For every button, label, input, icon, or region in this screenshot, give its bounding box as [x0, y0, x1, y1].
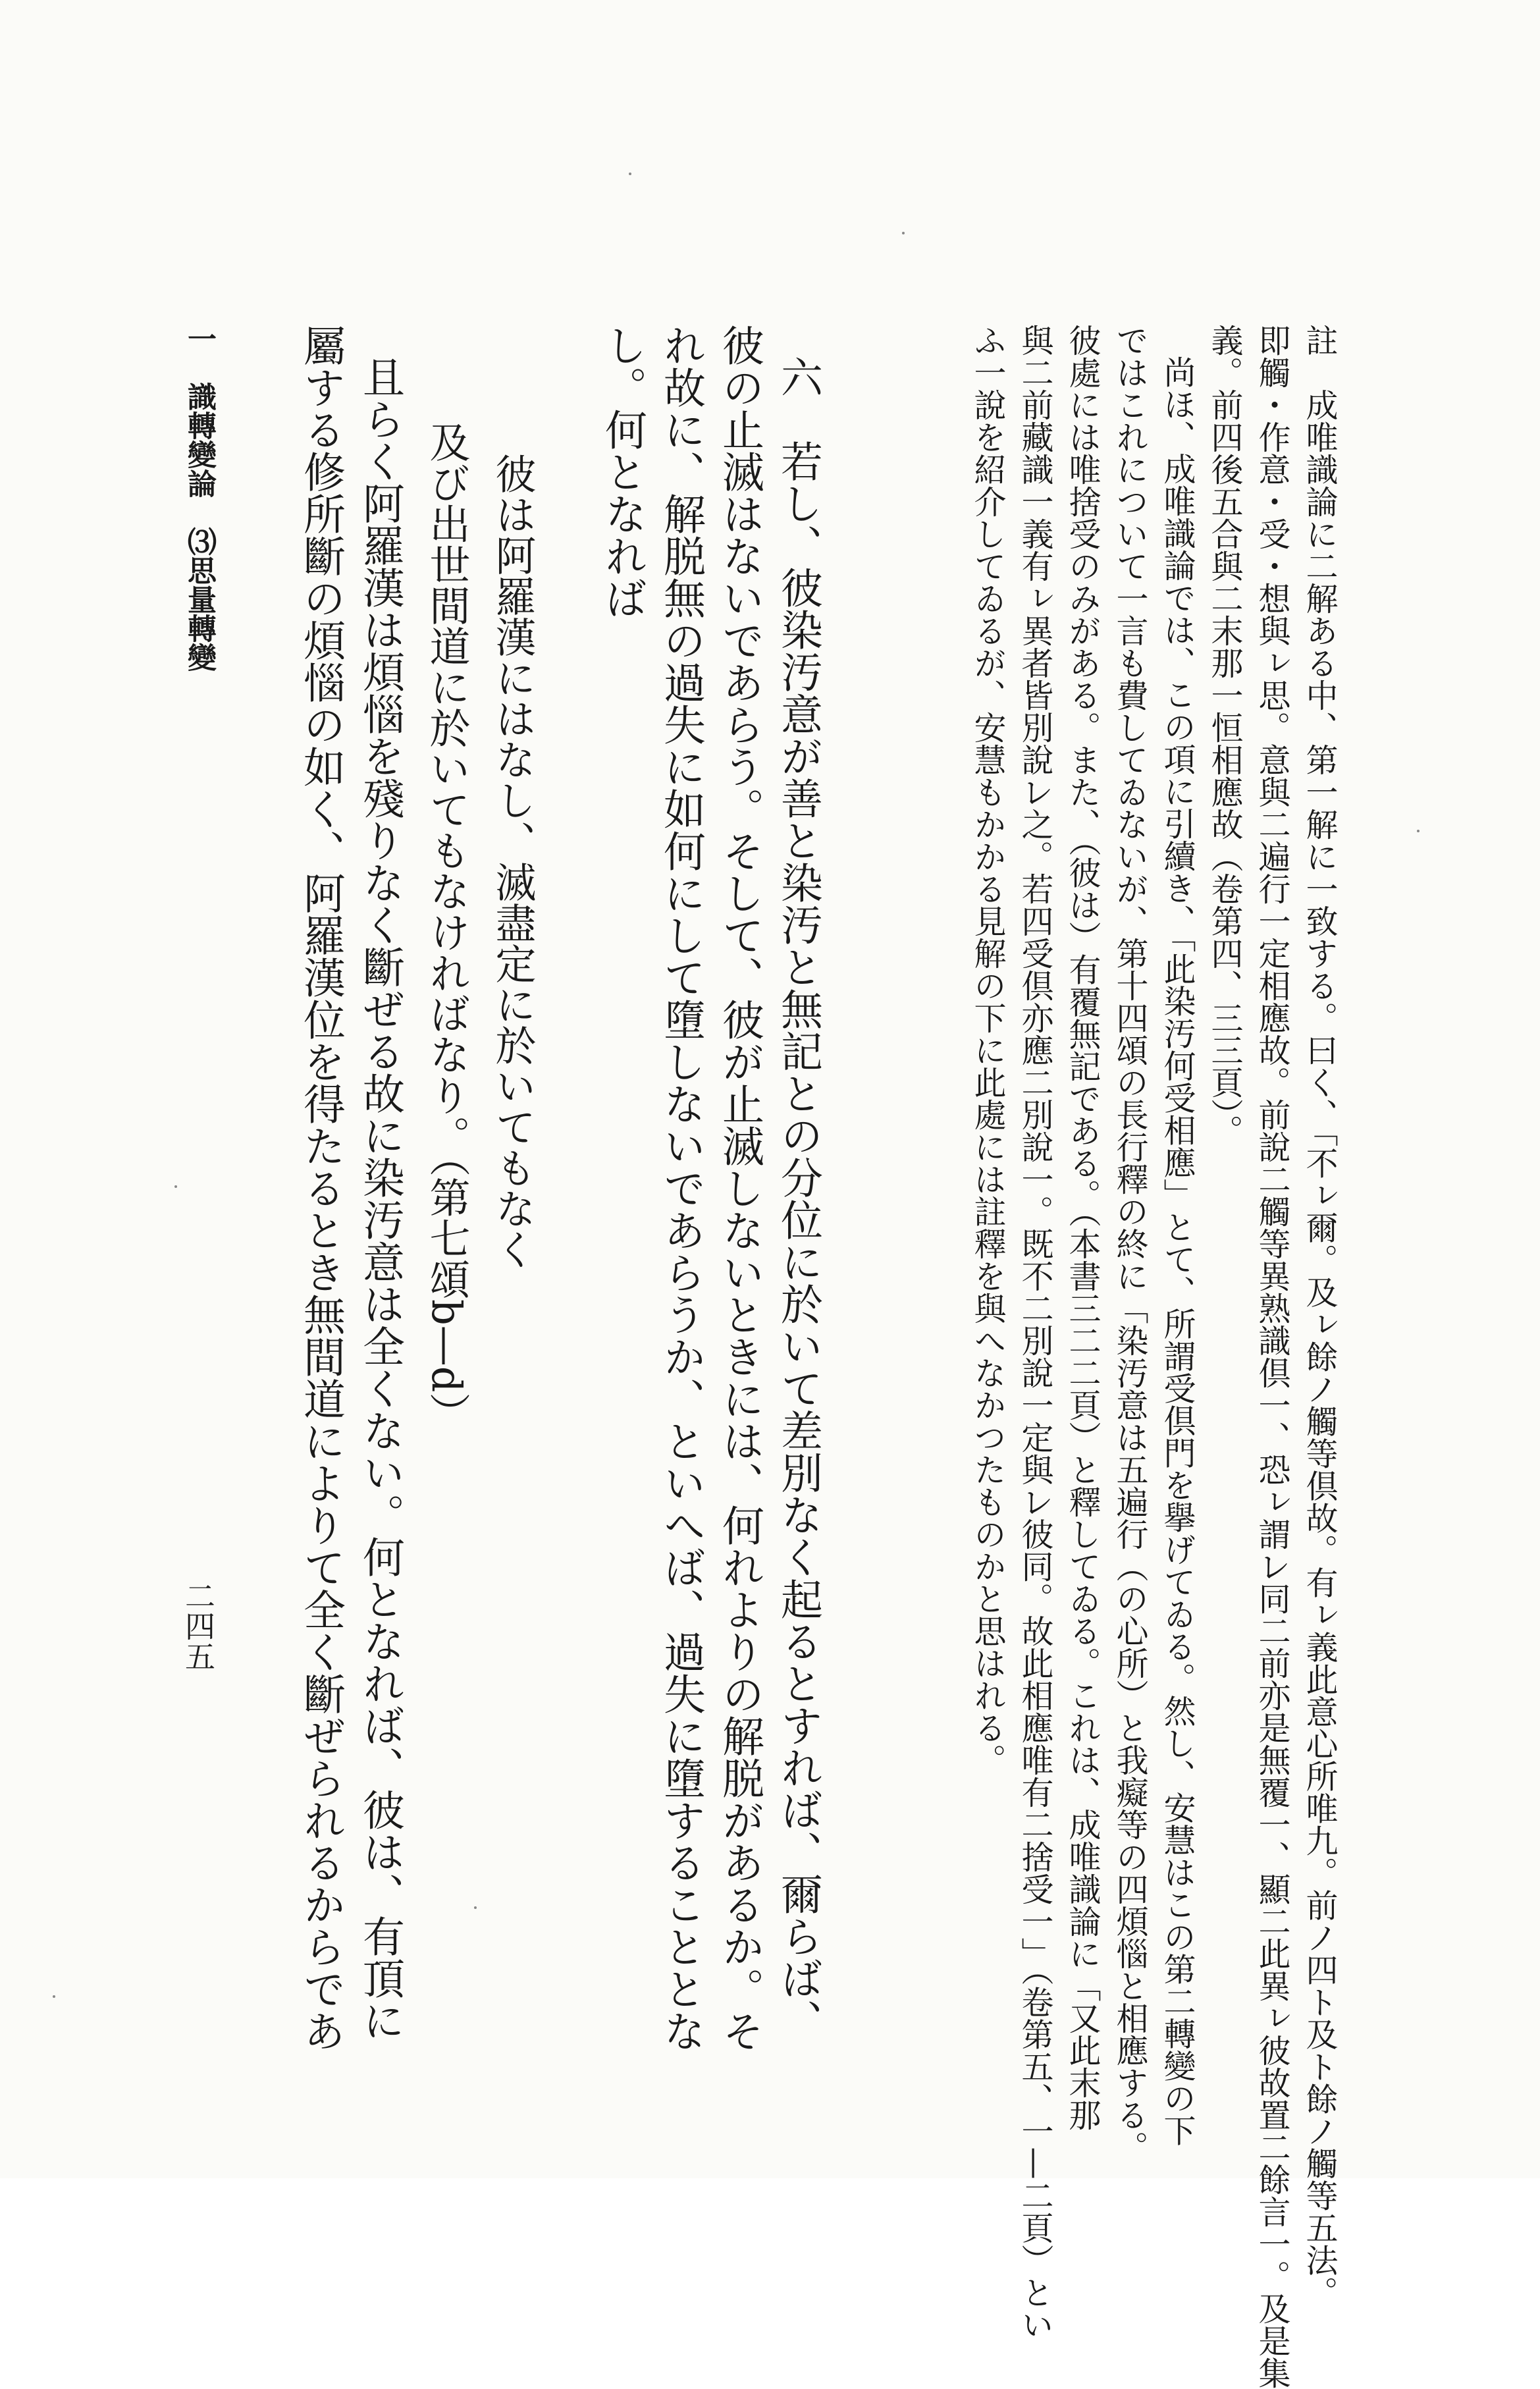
- running-head: 一 識轉變論 ⑶思量轉變: [182, 324, 216, 672]
- verse-line-2: 及び出世間道に於いてもなければなり。（第七頌b—d）: [423, 421, 471, 1434]
- body-line-6: 屬する修所斷の煩惱の如く、阿羅漢位を得たるとき無間道によりて全く斷ぜられるからであ: [296, 324, 345, 2052]
- verse-line-1: 彼は阿羅漢にはなし、滅盡定に於いてもなく: [489, 453, 537, 1270]
- scan-speck: [53, 1995, 55, 1998]
- note-line-5: ではこれについて一言も費してゐないが、第十四頌の長行釋の終に「染汚意は五遍行（の心所）と我癡等の四煩惱と相應する。: [1111, 324, 1149, 2163]
- note-line-7: 與二前藏識一義有ㇾ異者皆別說レ之。若四受倶亦應二別說一。既不二別說一定與レ彼同。故此相應唯有二捨受一」（卷第五、一—二頁）とい: [1017, 324, 1054, 2341]
- note-line-2: 即觸・作意・受・想與ㇾ思。意與二遍行一定相應故。前說二觸等異熟識倶一、恐ㇾ謂レ同二前亦是無覆一、顯二此異ㇾ彼故置二餘言一。及是集: [1254, 324, 1291, 2389]
- scan-speck: [902, 232, 905, 234]
- note-line-8: ふ一說を紹介してゐるが、安慧もかかる見解の下に此處には註釋を與へなかつたものかと思はれる。: [969, 324, 1007, 1776]
- body-line-2: 彼の止滅はないであらう。そして、彼が止滅しないときには、何れよりの解脱があるか。そ: [715, 324, 764, 2052]
- note-line-6: 彼處には唯捨受のみがある。また、（彼は）有覆無記である。（本書三二二頁）と釋してゐる。これは、成唯識論に「又此末那: [1064, 324, 1102, 2131]
- note-line-3: 義。前四後五合與二末那一恒相應故（卷第四、三三頁）。: [1206, 324, 1244, 1147]
- scan-speck: [174, 1185, 177, 1188]
- note-line-4: 尚ほ、成唯識論では、この項に引續き、「此染汚何受相應」とて、所謂受倶門を擧げてゐる。然し、安慧はこの第二轉變の下: [1159, 356, 1196, 2147]
- body-line-4: し。何となれば: [598, 324, 647, 619]
- body-line-1: 六 若し、彼染汚意が善と染汚と無記との分位に於いて差別なく起るとすれば、爾らば、: [774, 356, 822, 2041]
- body-line-5: 且らく阿羅漢は煩惱を殘りなく斷ぜる故に染汚意は全くない。何となれば、彼は、有頂に: [356, 356, 404, 2041]
- scan-speck: [629, 173, 631, 175]
- page-number: 二四五: [180, 1580, 216, 1671]
- body-line-3: れ故に、解脱無の過失に如何にして墮しないであらうか、といへば、過失に墮することとな: [656, 324, 705, 2052]
- scan-speck: [474, 1906, 477, 1909]
- note-line-1: 註 成唯識論に二解ある中、第一解に一致する。曰く、「不ㇾ爾。及ㇾ餘ノ觸等倶故。有ㇾ義此意心所唯九。前ノ四ト及ト餘ノ觸等五法。: [1301, 324, 1339, 2309]
- scan-speck: [1417, 830, 1420, 832]
